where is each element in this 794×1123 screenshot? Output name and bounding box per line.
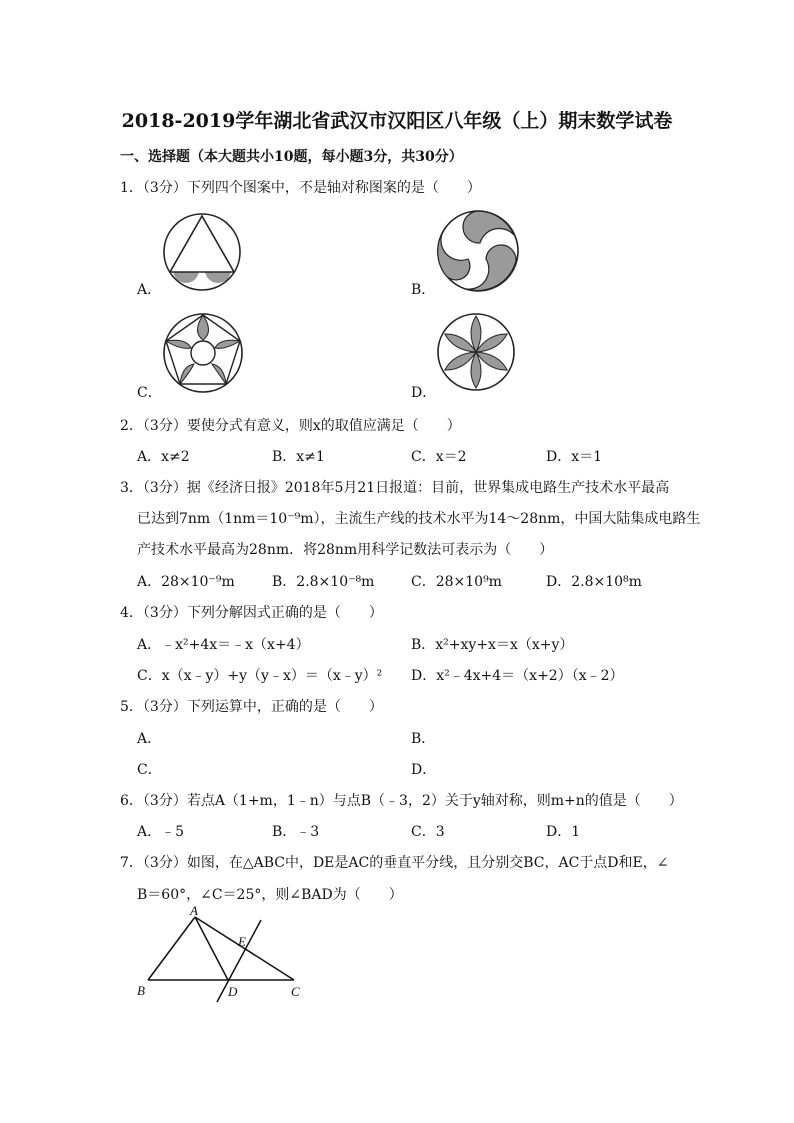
segment-ad [195,917,228,980]
q2-option-d: D．x＝1 [546,449,603,465]
q5-label-b: B． [411,731,436,747]
q3-line2: 已达到7nm（1nm＝10⁻⁹m），主流生产线的技术水平为14～28nm，中国大陆集成电路生 [137,511,701,527]
q3-option-d: D．2.8×10⁸m [546,574,642,590]
vertex-label-c: C [291,984,300,999]
q6-stem: 6．（3分）若点A（1+m，1﹣n）与点B（﹣3，2）关于y轴对称，则m+n的值是（ ） [120,793,683,809]
triangle-figure [135,905,310,1005]
vertex-label-b: B [137,983,145,998]
section-heading: 一、选择题（本大题共小10题，每小题3分，共30分） [120,149,463,165]
q1-stem: 1．（3分）下列四个图案中，不是轴对称图案的是（ ） [120,180,481,196]
q2-stem: 2．（3分）要使分式有意义，则x的取值应满足（ ） [120,418,461,434]
q2-option-a: A．x≠2 [137,449,190,465]
q4-option-b: B．x²+xy+x＝x（x+y） [411,637,574,653]
q2-option-b: B．x≠1 [272,449,325,465]
point-label-e: E [238,934,246,949]
q1-label-d: D． [411,385,437,401]
point-label-d: D [228,984,238,999]
q7-line2: B＝60°，∠C＝25°，则∠BAD为（ ） [137,887,403,903]
q5-label-d: D． [411,762,437,778]
q1-label-c: C． [137,385,162,401]
q5-stem: 5．（3分）下列运算中，正确的是（ ） [120,699,383,715]
q4-stem: 4．（3分）下列分解因式正确的是（ ） [120,605,383,621]
page-title: 2018-2019学年湖北省武汉市汉阳区八年级（上）期末数学试卷 [121,110,673,132]
q5-label-a: A． [137,731,162,747]
q2-option-c: C．x＝2 [411,449,467,465]
q5-label-c: C． [137,762,162,778]
q7-line1: 7．（3分）如图，在△ABC中，DE是AC的垂直平分线，且分别交BC，AC于点D和E，∠ [120,855,669,871]
q6-option-d: D．1 [546,824,581,840]
segment-ab [148,917,195,980]
figure-1a [162,212,242,292]
figure-1d [436,312,516,392]
q1-label-b: B． [411,282,436,298]
q3-option-c: C．28×10⁹m [411,574,502,590]
q3-option-b: B．2.8×10⁻⁸m [272,574,375,590]
q3-option-a: A．28×10⁻⁹m [137,574,235,590]
q4-option-c: C．x（x﹣y）+y（y﹣x）＝（x﹣y）² [137,668,383,684]
vertex-label-a: A [190,903,198,918]
figure-1c [162,312,244,394]
q3-line1: 3．（3分）据《经济日报》2018年5月21日报道：目前，世界集成电路生产技术水平最高 [120,480,670,496]
q1-label-a: A． [137,282,162,298]
figure-1b [436,209,520,293]
q4-option-d: D．x²﹣4x+4＝（x+2）（x﹣2） [411,668,624,684]
perpendicular-bisector-de [217,920,261,1002]
q4-option-a: A．﹣x²+4x＝﹣x（x+4） [137,637,310,653]
q6-option-a: A．﹣5 [137,824,185,840]
q6-option-b: B．﹣3 [272,824,320,840]
q3-line3: 产技术水平最高为28nm．将28nm用科学记数法可表示为（ ） [137,542,554,558]
q6-option-c: C．3 [411,824,445,840]
